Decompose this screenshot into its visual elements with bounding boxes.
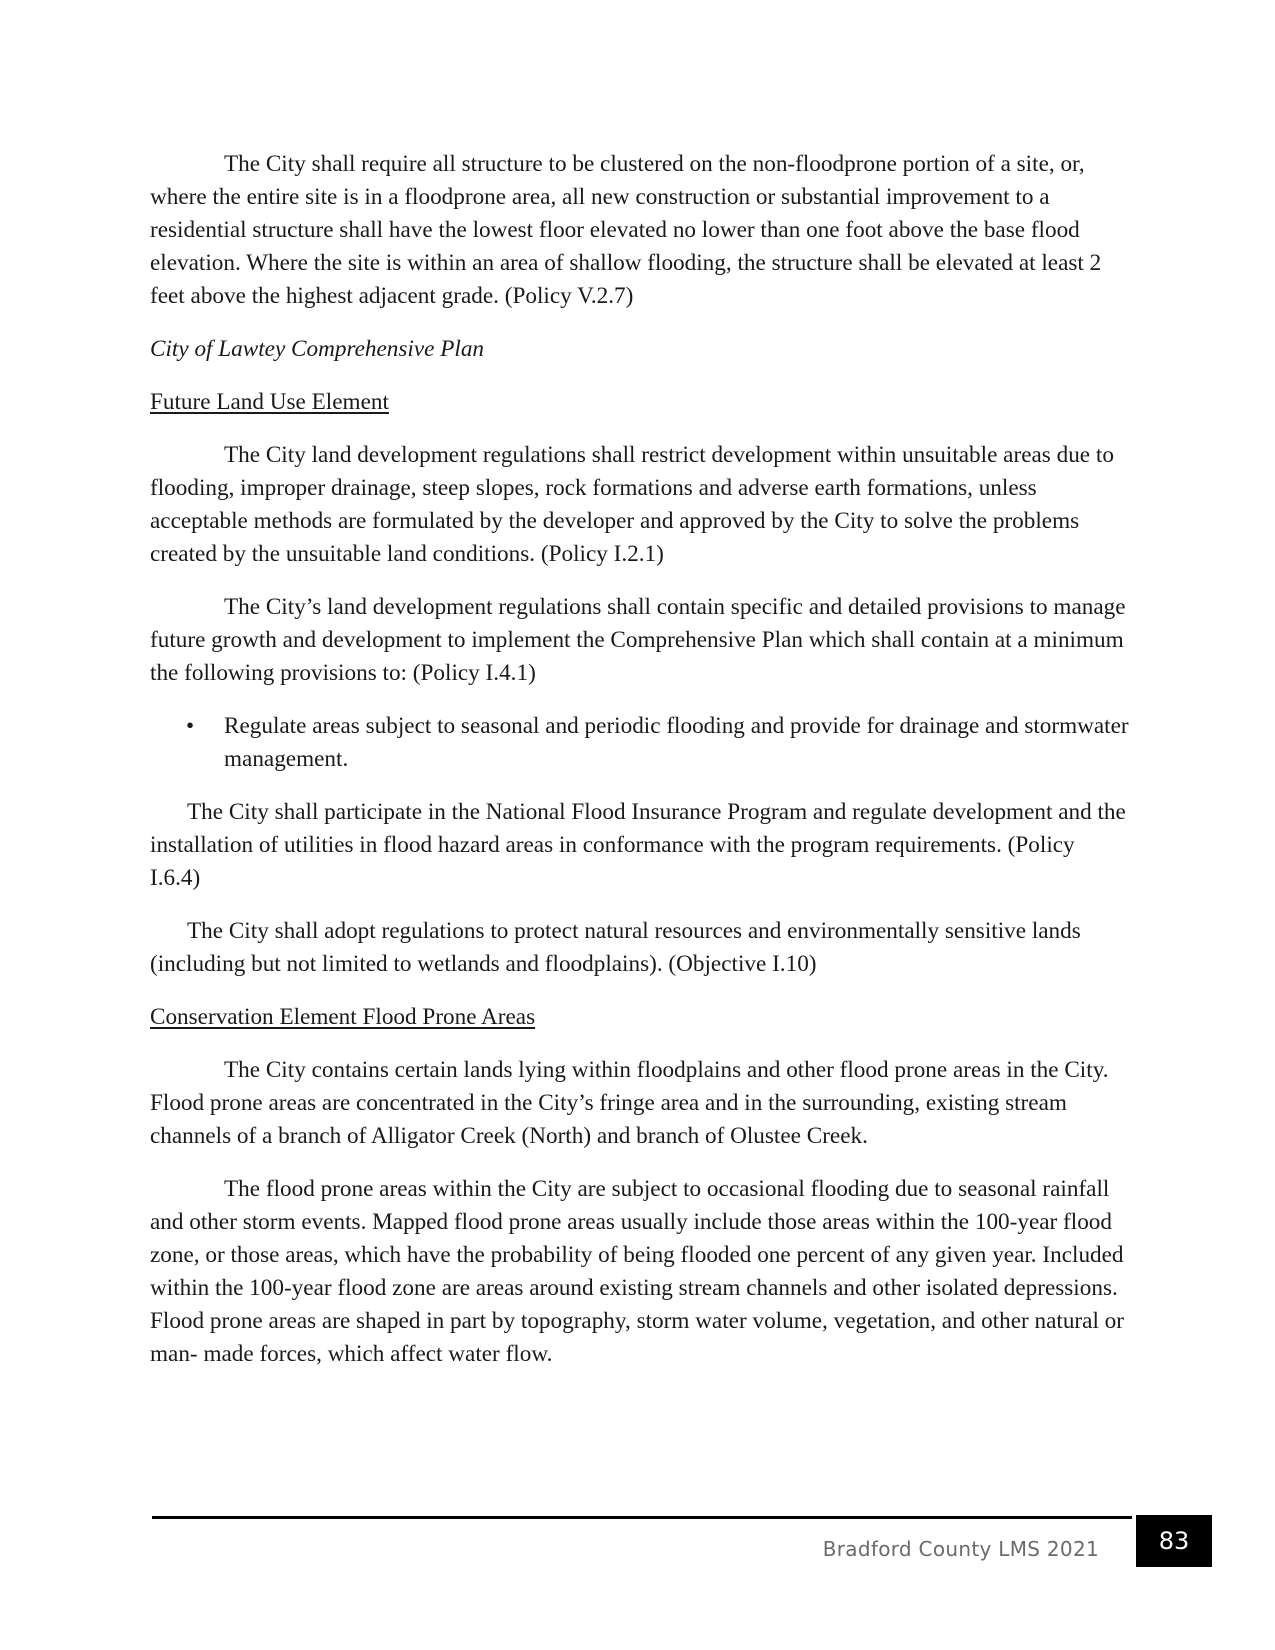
paragraph-cluster-structures: The City shall require all structure to be clustered on the non-floodprone portion of a site, or, where the entire site is in a floodprone area, all new construction or substantial improvement to a residential structure shall have the lowest floor elevated no lower than one foot above the base flood elevation. Where the site is within an area of shallow flooding, the structure shall be elevated at least 2 feet above the highest adjacent grade. (Policy V.2.7)	[150, 151, 1102, 309]
heading-comprehensive-plan: City of Lawtey Comprehensive Plan	[150, 336, 485, 362]
paragraph-occasional-flooding: The flood prone areas within the City are subject to occasional flooding due to seasonal rainfall and other storm events. Mapped flood prone areas usually include those areas within the 100-year flood zone, or those areas, which have the probability of being flooded one percent of any given year. Included within the 100-year flood zone are areas around existing stream channels and other isolated depressions. Flood prone areas are shaped in part by topography, storm water volume, vegetation, and other natural or man- made forces, which affect water flow.	[150, 1176, 1124, 1367]
paragraph-nfip: The City shall participate in the National Flood Insurance Program and regulate development and the installation of utilities in flood hazard areas in conformance with the program requirements. (Policy I.6.4)	[150, 799, 1126, 891]
provisions-list	[150, 710, 1130, 776]
list-item-text: Regulate areas subject to seasonal and periodic flooding and provide for drainage and stormwater management.	[224, 713, 1129, 772]
paragraph-land-development-provisions: The City’s land development regulations shall contain specific and detailed provisions to manage future growth and development to implement the Comprehensive Plan which shall contain at a minimum the following provisions to: (Policy I.4.1)	[150, 594, 1126, 686]
page-number: 83	[1136, 1515, 1212, 1567]
footer-document-title: Bradford County LMS 2021	[822, 1537, 1099, 1561]
footer-divider	[152, 1516, 1132, 1519]
heading-future-land-use-text: Future Land Use Element	[150, 389, 389, 415]
heading-conservation-element	[150, 1001, 1130, 1034]
heading-conservation-element-text: Conservation Element Flood Prone Areas	[150, 1004, 536, 1030]
document-body	[150, 148, 1130, 1391]
paragraph-protect-resources: The City shall adopt regulations to protect natural resources and environmentally sensitive lands (including but not limited to wetlands and floodplains). (Objective I.10)	[150, 918, 1081, 977]
paragraph-restrict-development: The City land development regulations shall restrict development within unsuitable areas due to flooding, improper drainage, steep slopes, rock formations and adverse earth formations, unless acceptable methods are formulated by the developer and approved by the City to solve the problems created by the unsuitable land conditions. (Policy I.2.1)	[150, 442, 1114, 567]
bullet-icon: •	[186, 713, 195, 739]
paragraph-floodplain-lands: The City contains certain lands lying within floodplains and other flood prone areas in the City. Flood prone areas are concentrated in the City’s fringe area and in the surrounding, existing stream channels of a branch of Alligator Creek (North) and branch of Olustee Creek.	[150, 1057, 1109, 1149]
list-item	[150, 710, 1130, 776]
heading-future-land-use	[150, 386, 1130, 419]
